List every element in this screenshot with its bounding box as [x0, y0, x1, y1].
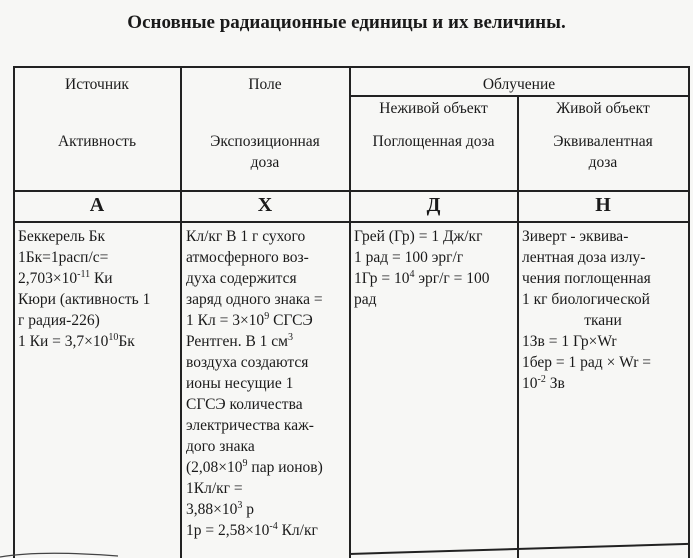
page-title: Основные радиационные единицы и их величины.	[127, 12, 566, 33]
symbol-h: Н	[595, 194, 611, 216]
header-activity: Активность	[57, 133, 137, 150]
symbol-a: А	[89, 194, 105, 216]
header-absorbed-dose: Поглощенная доза	[372, 133, 495, 150]
header-nonliving: Неживой объект	[379, 100, 488, 117]
cell-absorbed-units: Грей (Гр) = 1 Дж/кг 1 рад = 100 эрг/г $1Гр = 10^4$ эрг/г = 100 рад	[354, 228, 490, 308]
header-field: Поле	[248, 76, 282, 93]
cell-exposition-units: Кл/кг В 1 г сухого атмосферного воз- духа содержится заряд одного знака = 1 Кл = $3\times 10^9$ СГСЭ Рентген. В 1 $см^3$ воздуха создаются ионы несущие 1 СГСЭ количества электричества каж- дого знака ($2,08\times 10^9$ пар ионов) 1Кл/кг = $3,88\times 10^3$ р $1р = 2,58\times 10^{-4}$ Кл/кг	[186, 228, 323, 539]
cell-equivalent-units: Зиверт - эквива- лентная доза излу- чения поглощенная 1 кг биологической ткани 1Зв = 1 Гр×Wr 1бер = 1 рад × Wr = $10^{-2}$ Зв	[522, 228, 651, 392]
header-source: Источник	[65, 76, 129, 93]
scan-artifact	[0, 548, 120, 558]
symbol-x: Х	[257, 194, 273, 216]
header-exposition-dose: Экспозиционная доза	[210, 133, 320, 171]
cell-activity-units: Беккерель Бк 1Бк=1расп/с= $2,703\times 10^{-11}$ Ки Кюри (активность 1 г радия-226) 1 Ки = $3,7\times 10^{10}Бк$	[18, 228, 151, 350]
symbol-d: Д	[426, 194, 441, 216]
header-living: Живой объект	[556, 100, 650, 117]
header-exposure: Облучение	[482, 76, 556, 93]
header-equivalent-dose: Эквивалентная доза	[553, 133, 653, 171]
